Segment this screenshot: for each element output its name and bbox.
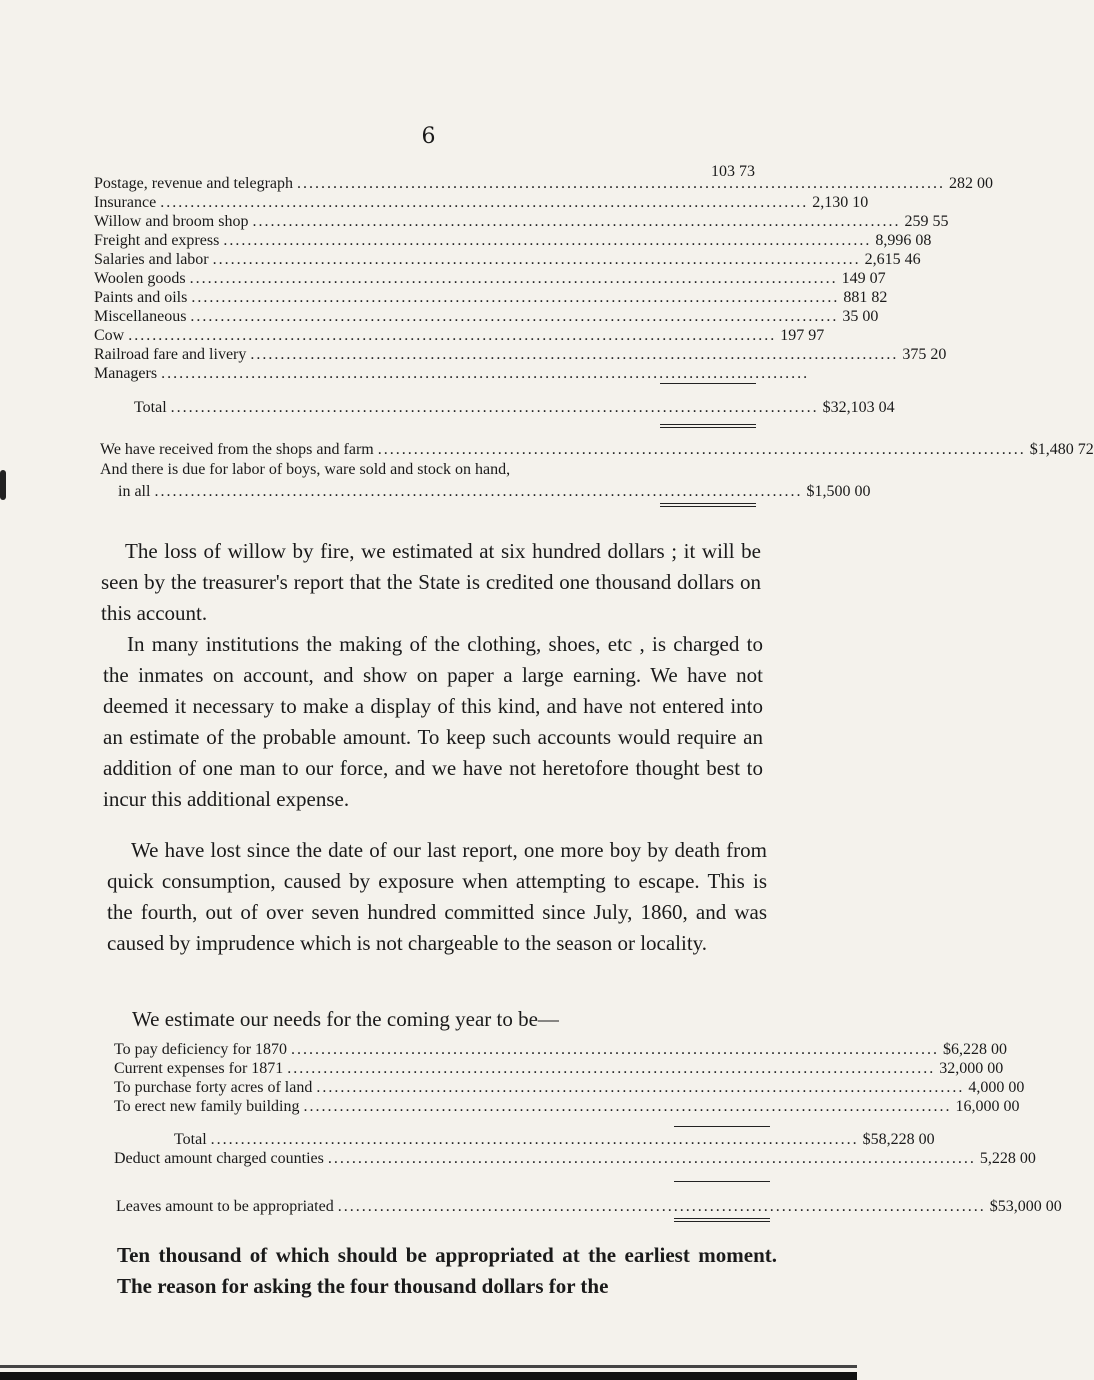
receipts-text-row (100, 459, 756, 479)
receipts-double-rule (660, 503, 756, 507)
ledger-amount: 2,130 10 (812, 194, 869, 211)
leader-dots: ............................................................................................................ (190, 308, 839, 325)
leader-dots: ............................................................................................................ (252, 213, 901, 230)
needs-row (114, 1097, 1020, 1116)
needs-leaves-label: Leaves amount to be appropriated (116, 1198, 334, 1215)
ledger-row (94, 174, 994, 193)
needs-total-row (114, 1130, 935, 1149)
scan-edge-bar (0, 1372, 857, 1380)
ledger-amount: 8,996 08 (875, 232, 932, 249)
total-label: Total (134, 399, 167, 416)
scan-edge-line (0, 1365, 857, 1368)
ledger-rule (660, 383, 756, 384)
leader-dots: ............................................................................................................ (154, 483, 803, 500)
ledger-amount: 2,615 46 (864, 251, 921, 268)
page-number: 6 (421, 124, 436, 149)
ledger-row (94, 231, 932, 250)
ledger-label: Railroad fare and livery (94, 346, 247, 363)
needs-row (114, 1040, 1008, 1059)
ledger-label: Managers (94, 365, 158, 382)
leader-dots: ............................................................................................................ (210, 1131, 859, 1148)
total-double-rule (660, 424, 756, 428)
leader-dots: ............................................................................................................ (160, 194, 809, 211)
leader-dots: ............................................................................................................ (303, 1098, 952, 1115)
needs-label: To purchase forty acres of land (114, 1079, 313, 1096)
leader-dots: ............................................................................................................ (250, 346, 899, 363)
needs-amount: 32,000 00 (939, 1060, 1004, 1077)
needs-ledger (114, 1040, 1025, 1116)
ledger-row (94, 364, 810, 383)
receipts-block (100, 437, 1094, 501)
leader-dots: ............................................................................................................ (170, 399, 819, 416)
needs-leaves-amount: $53,000 00 (989, 1198, 1062, 1215)
ledger-amount: 881 82 (843, 289, 888, 306)
leader-dots: ............................................................................................................ (297, 175, 946, 192)
ledger-amount: 282 00 (949, 175, 994, 192)
needs-total-amount: $58,228 00 (862, 1131, 935, 1148)
leader-dots: ............................................................................................................ (161, 365, 810, 382)
needs-deduct-row (114, 1149, 1036, 1168)
leader-dots: ............................................................................................................ (287, 1060, 936, 1077)
ledger-row (94, 212, 949, 231)
paragraph: The loss of willow by fire, we estimated at six hundred dollars ; it will be seen by the treasurer's report that the State is credited one thousand dollars on this account. (101, 539, 761, 625)
paragraph: We estimate our needs for the coming year to be— (132, 1007, 559, 1031)
receipts-row (100, 437, 1094, 459)
needs-total-label: Total (174, 1131, 207, 1148)
needs-double-rule (674, 1218, 770, 1222)
paragraph: We have lost since the date of our last report, one more boy by death from quick consumption, caused by exposure when attempting to escape. This is the fourth, out of over seven hundred committed since July, 1860, and was caused by imprudence which is not chargeable to the season or locality. (107, 838, 767, 955)
ledger-label: Paints and oils (94, 289, 188, 306)
ledger-row (94, 250, 921, 269)
needs-rule (674, 1181, 770, 1182)
receipts-row (100, 479, 871, 501)
leader-dots: ............................................................................................................ (223, 232, 872, 249)
ledger-label: Salaries and labor (94, 251, 209, 268)
ledger-label: Woolen goods (94, 270, 186, 287)
receipts-label: in all (118, 483, 151, 500)
leader-dots: ............................................................................................................ (327, 1150, 976, 1167)
needs-deduct-amount: 5,228 00 (979, 1150, 1036, 1167)
ledger-row (94, 288, 888, 307)
ledger-amount: 259 55 (904, 213, 949, 230)
ledger-amount: 197 97 (780, 327, 825, 344)
needs-amount: 4,000 00 (968, 1079, 1025, 1096)
ledger-row (94, 269, 886, 288)
ledger-label: Freight and express (94, 232, 220, 249)
leader-dots: ............................................................................................................ (377, 441, 1026, 458)
leader-dots: ............................................................................................................ (128, 327, 777, 344)
ledger-label: Cow (94, 327, 125, 344)
needs-label: Current expenses for 1871 (114, 1060, 284, 1077)
leader-dots: ............................................................................................................ (189, 270, 838, 287)
ledger-row (94, 307, 879, 326)
needs-deduct-label: Deduct amount charged counties (114, 1150, 324, 1167)
leader-dots: ............................................................................................................ (337, 1198, 986, 1215)
expense-ledger (94, 174, 994, 383)
ledger-label: Willow and broom shop (94, 213, 249, 230)
receipts-amount: $1,480 72 (1029, 441, 1094, 458)
leader-dots: ............................................................................................................ (316, 1079, 965, 1096)
needs-row (114, 1078, 1025, 1097)
needs-amount: $6,228 00 (943, 1041, 1008, 1058)
ledger-row (94, 326, 825, 345)
ledger-amount: 375 20 (902, 346, 947, 363)
ledger-label: Miscellaneous (94, 308, 187, 325)
scan-edge-mark (0, 470, 6, 500)
leader-dots: ............................................................................................................ (291, 1041, 940, 1058)
receipts-text: And there is due for labor of boys, ware sold and stock on hand, (100, 461, 511, 478)
needs-label: To erect new family building (114, 1098, 300, 1115)
needs-amount: 16,000 00 (955, 1098, 1020, 1115)
total-row (134, 393, 895, 417)
ledger-first-amount: 103 73 (711, 163, 755, 180)
expense-total (134, 393, 895, 417)
needs-label: To pay deficiency for 1870 (114, 1041, 288, 1058)
total-amount: $32,103 04 (822, 399, 895, 416)
receipts-amount: $1,500 00 (806, 483, 871, 500)
leader-dots: ............................................................................................................ (212, 251, 861, 268)
ledger-row (94, 345, 947, 364)
needs-leaves-row (116, 1192, 1062, 1216)
ledger-amount: 35 00 (842, 308, 879, 325)
ledger-label: Insurance (94, 194, 157, 211)
ledger-label: Postage, revenue and telegraph (94, 175, 294, 192)
needs-row (114, 1059, 1004, 1078)
ledger-row (94, 193, 869, 212)
needs-totals (114, 1130, 1036, 1168)
ledger-amount: 149 07 (841, 270, 886, 287)
needs-rule (674, 1126, 770, 1127)
receipts-label: We have received from the shops and farm (100, 441, 374, 458)
leader-dots: ............................................................................................................ (191, 289, 840, 306)
paragraph: In many institutions the making of the clothing, shoes, etc , is charged to the inmates on account, and show on paper a large earning. We have not deemed it necessary to make a display of this kind, and have not entered into an estimate of the probable amount. To keep such accounts would require an addition of one man to our force, and we have not heretofore thought best to incur this additional expense. (103, 632, 763, 811)
needs-leaves (116, 1192, 1062, 1216)
paragraph: Ten thousand of which should be appropriated at the earliest moment. The reason for asking the four thousand dollars for the (117, 1243, 777, 1298)
